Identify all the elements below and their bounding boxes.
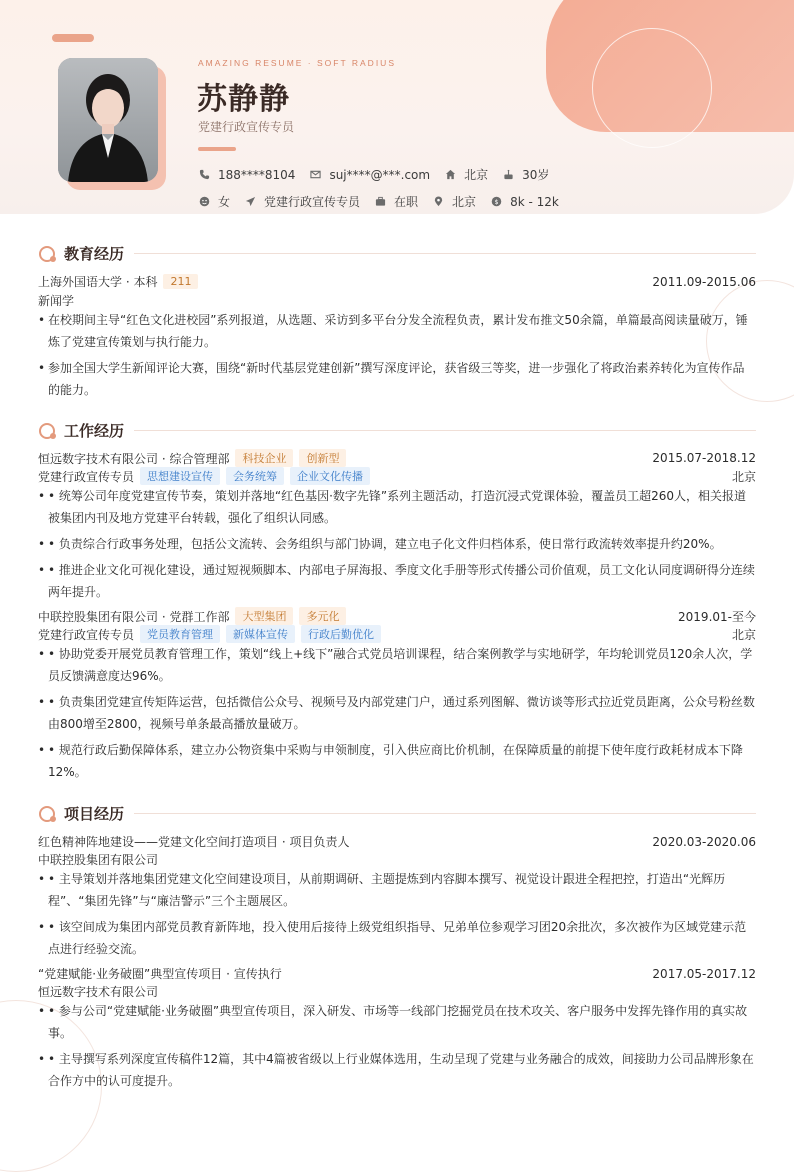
job-role: 党建行政宣传专员 — [38, 469, 135, 484]
project-header — [38, 965, 756, 982]
list-item: • • 负责综合行政事务处理，包括公文流转、会务组织与部门协调，建立电子化文件归档体系，使日常行政流转效率提升约20%。 — [38, 537, 722, 551]
education-entry — [38, 273, 756, 290]
role-tag: 行政后勤优化 — [301, 625, 381, 643]
role-tag: 企业文化传播 — [290, 467, 370, 485]
contact-row — [198, 166, 563, 183]
section-icon — [38, 421, 58, 441]
send-icon — [244, 196, 256, 208]
section-icon — [38, 244, 58, 264]
list-item: • • 规范行政后勤保障体系，建立办公物资集中采购与申领制度，引入供应商比价机制，在保障质量的前提下使年度行政耗材成本下降12%。 — [38, 743, 743, 779]
accent-bar — [52, 34, 94, 42]
project-date: 2020.03-2020.06 — [652, 834, 756, 849]
job-date: 2015.07-2018.12 — [652, 451, 756, 465]
list-item: • 参加全国大学生新闻评论大赛，围绕“新时代基层党建创新”撰写深度评论，获省级三等奖，进一步强化了将政治素养转化为宣传作品的能力。 — [38, 361, 745, 397]
list-item: • • 参与公司“党建赋能·业务破圈”典型宣传项目，深入研发、市场等一线部门挖掘党员在技术攻关、客户服务中发挥先锋作用的真实故事。 — [38, 1004, 748, 1040]
section-title: 工作经历 — [64, 422, 125, 440]
company-name: 中联控股集团有限公司 · 党群工作部 — [38, 609, 230, 624]
list-item: • • 主导撰写系列深度宣传稿件12篇，其中4篇被省级以上行业媒体选用，生动呈现了党建与业务融合的成效，间接助力公司品牌形象在合作方中的认可度提升。 — [38, 1052, 754, 1088]
age-item — [502, 166, 549, 183]
candidate-name: 苏静静 — [197, 82, 290, 117]
job-role-row — [38, 625, 756, 643]
job-date: 2019.01-至今 — [678, 609, 756, 624]
phone-item — [198, 168, 295, 182]
major: 新闻学 — [38, 294, 75, 308]
decorative-ring — [592, 28, 712, 148]
city-item — [444, 166, 488, 183]
list-item: • • 推进企业文化可视化建设，通过短视频脚本、内部电子屏海报、季度文化手册等形式传播公司价值观，员工文化认同度调研得分连续两年提升。 — [38, 563, 755, 599]
job-header — [38, 449, 756, 467]
section-divider — [134, 253, 756, 254]
profile-photo — [58, 58, 158, 182]
section-title: 项目经历 — [64, 805, 125, 823]
job-location: 北京 — [731, 469, 756, 484]
location-value: 北京 — [452, 195, 477, 209]
school-name: 上海外国语大学 · 本科 — [38, 275, 158, 289]
phone-value: 188****8104 — [218, 167, 296, 182]
job-role: 党建行政宣传专员 — [38, 627, 135, 642]
svg-text:$: $ — [494, 197, 499, 206]
job-role-row — [38, 467, 756, 485]
coin-icon — [490, 196, 502, 208]
role-tag: 思想建设宣传 — [140, 467, 220, 485]
salary-item — [490, 195, 559, 209]
location-item — [432, 193, 476, 210]
project-header — [38, 833, 756, 850]
status-item — [374, 193, 418, 210]
eyebrow-text: AMAZING RESUME · SOFT RADIUS — [198, 58, 396, 68]
company-tag: 大型集团 — [235, 607, 293, 625]
list-item: • • 主导策划并落地集团党建文化空间建设项目，从前期调研、主题提炼到内容脚本撰写、视觉设计跟进全程把控，打造出“光辉历程”、“集团先锋”与“廉洁警示”三个主题展区。 — [38, 872, 726, 908]
section-work — [38, 420, 756, 441]
briefcase-icon — [374, 196, 386, 208]
project-org: 恒远数字技术有限公司 — [38, 985, 159, 999]
section-projects — [38, 803, 756, 824]
school-tag: 211 — [163, 274, 198, 289]
education-date: 2011.09-2015.06 — [652, 274, 756, 289]
project-date: 2017.05-2017.12 — [652, 966, 756, 981]
section-divider — [134, 813, 756, 814]
role-tag: 新媒体宣传 — [226, 625, 295, 643]
user-icon — [198, 196, 210, 208]
target-value: 党建行政宣传专员 — [264, 195, 361, 209]
phone-icon — [198, 169, 210, 181]
gender-item — [198, 193, 230, 210]
project-name: “党建赋能·业务破圈”典型宣传项目 · 宣传执行 — [38, 967, 282, 981]
map-pin-icon — [432, 196, 444, 208]
cake-icon — [502, 169, 514, 181]
title-underline — [198, 147, 236, 151]
status-value: 在职 — [394, 195, 419, 209]
list-item: • 在校期间主导“红色文化进校园”系列报道，从选题、采访到多平台分发全流程负责，累计发布推文50余篇，单篇最高阅读量破万，锤炼了党建宣传策划与执行能力。 — [38, 313, 748, 349]
list-item: • • 该空间成为集团内部党员教育新阵地，投入使用后接待上级党组织指导、兄弟单位参观学习团20余批次，多次被作为区域党建示范点进行经验交流。 — [38, 920, 747, 956]
city-value: 北京 — [464, 168, 489, 182]
detail-row — [198, 193, 573, 210]
salary-value: 8k - 12k — [510, 194, 559, 209]
section-title: 教育经历 — [64, 245, 125, 263]
company-tag: 创新型 — [299, 449, 346, 467]
job-location: 北京 — [731, 627, 756, 642]
gender-value: 女 — [218, 195, 231, 209]
role-tag: 会务统筹 — [226, 467, 284, 485]
company-tag: 多元化 — [299, 607, 346, 625]
list-item: • • 统筹公司年度党建宣传节奏，策划并落地“红色基因·数字先锋”系列主题活动，打造沉浸式党课体验，覆盖员工超260人，相关报道被集团内刊及地方党建平台转载，强化了组织认同感。 — [38, 489, 747, 525]
company-tag: 科技企业 — [235, 449, 293, 467]
project-name: 红色精神阵地建设——党建文化空间打造项目 · 项目负责人 — [38, 835, 350, 849]
email-item — [309, 168, 430, 182]
list-item: • • 负责集团党建宣传矩阵运营，包括微信公众号、视频号及内部党建门户，通过系列图解、微访谈等形式拉近党员距离，公众号粉丝数由800增至2800，视频号单条最高播放量破万。 — [38, 695, 755, 731]
home-icon — [444, 169, 456, 181]
job-header — [38, 607, 756, 625]
email-value: suj****@***.com — [329, 167, 431, 182]
age-value: 30岁 — [522, 168, 550, 182]
company-name: 恒远数字技术有限公司 · 综合管理部 — [38, 451, 230, 466]
section-education — [38, 243, 756, 264]
target-item — [244, 193, 360, 210]
mail-icon — [309, 169, 321, 181]
section-divider — [134, 430, 756, 431]
project-org: 中联控股集团有限公司 — [38, 853, 159, 867]
section-icon — [38, 804, 58, 824]
resume-header — [0, 0, 794, 214]
role-tag: 党员教育管理 — [140, 625, 220, 643]
list-item: • • 协助党委开展党员教育管理工作，策划“线上+线下”融合式党员培训课程，结合案例教学与实地研学，年均轮训党员120余人次，学员反馈满意度达96%。 — [38, 647, 753, 683]
candidate-title: 党建行政宣传专员 — [198, 120, 295, 134]
